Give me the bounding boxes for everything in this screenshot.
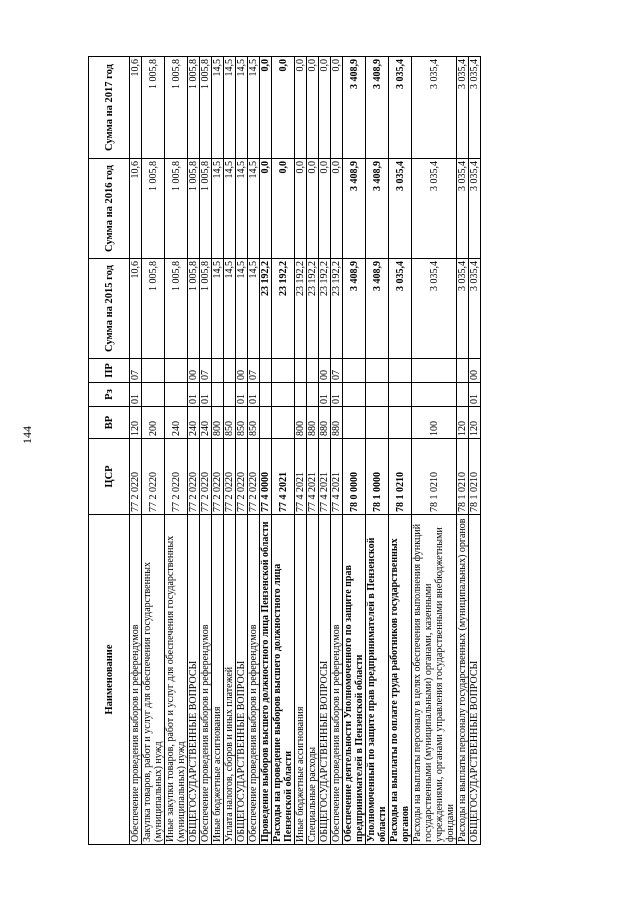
row-sum-2016: 0,0 — [295, 159, 307, 259]
row-rz — [307, 383, 319, 407]
row-rz: 01 — [236, 383, 248, 407]
row-name: ОБЩЕГОСУДАРСТВЕННЫЕ ВОПРОСЫ — [188, 515, 200, 845]
row-name: Иные бюджетные ассигнования — [212, 515, 224, 845]
row-name: Обеспечение проведения выборов и референдумов — [331, 515, 343, 845]
table-row — [295, 57, 307, 845]
row-pr — [389, 359, 412, 383]
row-vr: 800 — [295, 407, 307, 439]
row-vr: 100 — [412, 407, 457, 439]
row-sum-2015: 23 192,2 — [260, 259, 272, 359]
row-vr: 800 — [212, 407, 224, 439]
row-rz: 01 — [248, 383, 260, 407]
row-csr: 77 2 0220 — [165, 439, 188, 515]
row-sum-2017: 1 005,8 — [200, 57, 212, 159]
row-pr: 00 — [469, 359, 481, 383]
header-vr: ВР — [89, 407, 130, 439]
row-sum-2017: 3 408,9 — [366, 57, 389, 159]
row-sum-2015: 3 408,9 — [366, 259, 389, 359]
row-sum-2016: 14,5 — [236, 159, 248, 259]
row-name: ОБЩЕГОСУДАРСТВЕННЫЕ ВОПРОСЫ — [319, 515, 331, 845]
row-sum-2017: 0,0 — [272, 57, 295, 159]
row-sum-2015: 1 005,8 — [165, 259, 188, 359]
row-pr — [142, 359, 165, 383]
row-csr: 77 2 0220 — [236, 439, 248, 515]
row-sum-2015: 14,5 — [224, 259, 236, 359]
row-csr: 77 4 0000 — [260, 439, 272, 515]
row-name: Уплата налогов, сборов и иных платежей — [224, 515, 236, 845]
row-sum-2016: 0,0 — [319, 159, 331, 259]
row-sum-2015: 23 192,2 — [319, 259, 331, 359]
row-pr — [260, 359, 272, 383]
table-row — [272, 57, 295, 845]
row-sum-2016: 1 005,8 — [165, 159, 188, 259]
row-sum-2017: 3 035,4 — [469, 57, 481, 159]
row-rz — [165, 383, 188, 407]
row-sum-2016: 3 408,9 — [366, 159, 389, 259]
row-sum-2016: 0,0 — [307, 159, 319, 259]
row-sum-2016: 14,5 — [248, 159, 260, 259]
row-sum-2017: 0,0 — [307, 57, 319, 159]
header-name: Наименование — [89, 515, 130, 845]
row-csr: 77 2 0220 — [212, 439, 224, 515]
row-vr: 850 — [248, 407, 260, 439]
row-sum-2017: 3 408,9 — [343, 57, 366, 159]
row-sum-2016: 1 005,8 — [200, 159, 212, 259]
row-sum-2015: 14,5 — [236, 259, 248, 359]
row-rz: 01 — [331, 383, 343, 407]
row-name: Расходы на выплаты персоналу государственных (муниципальных) органов — [457, 515, 469, 845]
row-pr — [272, 359, 295, 383]
header-2016: Сумма на 2016 год — [89, 159, 130, 259]
row-csr: 77 2 0220 — [200, 439, 212, 515]
row-sum-2016: 10,6 — [130, 159, 142, 259]
row-pr — [412, 359, 457, 383]
row-vr — [389, 407, 412, 439]
header-pr: ПР — [89, 359, 130, 383]
row-rz — [272, 383, 295, 407]
row-name: Расходы на выплаты персоналу в целях обеспечения выполнения функций государственными (муниципальными) органами, казенными учреждениями, органами управления государственными внебюджетными фондами — [412, 515, 457, 845]
row-sum-2017: 14,5 — [212, 57, 224, 159]
row-sum-2017: 3 035,4 — [457, 57, 469, 159]
row-sum-2016: 14,5 — [224, 159, 236, 259]
row-csr: 78 1 0000 — [366, 439, 389, 515]
row-vr: 850 — [236, 407, 248, 439]
table-row — [343, 57, 366, 845]
row-rz — [457, 383, 469, 407]
row-pr — [165, 359, 188, 383]
row-sum-2015: 23 192,2 — [331, 259, 343, 359]
row-rz — [212, 383, 224, 407]
row-vr: 240 — [165, 407, 188, 439]
row-rz: 01 — [469, 383, 481, 407]
row-vr: 120 — [469, 407, 481, 439]
row-sum-2017: 0,0 — [319, 57, 331, 159]
row-name: ОБЩЕГОСУДАРСТВЕННЫЕ ВОПРОСЫ — [469, 515, 481, 845]
table-row — [200, 57, 212, 845]
row-sum-2015: 1 005,8 — [142, 259, 165, 359]
row-csr: 77 4 2021 — [331, 439, 343, 515]
row-name: Закупка товаров, работ и услуг для обеспечения государственных (муниципальных) нужд — [142, 515, 165, 845]
row-sum-2016: 0,0 — [331, 159, 343, 259]
row-name: Расходы на выплаты по оплате труда работников государственных органов — [389, 515, 412, 845]
row-name: Проведение выборов высшего должностного лица Пензенской области — [260, 515, 272, 845]
row-sum-2017: 3 035,4 — [412, 57, 457, 159]
row-vr: 200 — [142, 407, 165, 439]
row-csr: 78 1 0210 — [469, 439, 481, 515]
row-pr — [224, 359, 236, 383]
table-row — [389, 57, 412, 845]
row-rz: 01 — [130, 383, 142, 407]
row-csr: 78 0 0000 — [343, 439, 366, 515]
row-sum-2015: 1 005,8 — [188, 259, 200, 359]
row-pr — [212, 359, 224, 383]
row-csr: 78 1 0210 — [457, 439, 469, 515]
row-pr: 07 — [200, 359, 212, 383]
table-header-row — [89, 57, 130, 845]
table-row — [188, 57, 200, 845]
page-number: 144 — [20, 426, 34, 444]
header-2015: Сумма на 2015 год — [89, 259, 130, 359]
row-pr: 00 — [236, 359, 248, 383]
row-vr: 850 — [224, 407, 236, 439]
row-sum-2016: 3 035,4 — [457, 159, 469, 259]
row-pr — [366, 359, 389, 383]
row-pr — [295, 359, 307, 383]
table-row — [248, 57, 260, 845]
table-row — [142, 57, 165, 845]
row-sum-2017: 1 005,8 — [165, 57, 188, 159]
row-sum-2017: 14,5 — [236, 57, 248, 159]
row-name: Обеспечение проведения выборов и референдумов — [248, 515, 260, 845]
row-csr: 77 4 2021 — [319, 439, 331, 515]
row-pr: 07 — [130, 359, 142, 383]
row-vr: 240 — [200, 407, 212, 439]
row-rz: 01 — [319, 383, 331, 407]
row-sum-2017: 10,6 — [130, 57, 142, 159]
row-vr: 120 — [130, 407, 142, 439]
row-sum-2017: 3 035,4 — [389, 57, 412, 159]
row-rz — [366, 383, 389, 407]
row-sum-2017: 1 005,8 — [142, 57, 165, 159]
row-sum-2016: 14,5 — [212, 159, 224, 259]
table-row — [412, 57, 457, 845]
table-row — [366, 57, 389, 845]
row-csr: 77 2 0220 — [224, 439, 236, 515]
row-rz: 01 — [200, 383, 212, 407]
row-sum-2016: 0,0 — [272, 159, 295, 259]
row-sum-2016: 3 035,4 — [469, 159, 481, 259]
row-name: Обеспечение проведения выборов и референдумов — [130, 515, 142, 845]
table-row — [165, 57, 188, 845]
row-sum-2017: 0,0 — [331, 57, 343, 159]
table-row — [319, 57, 331, 845]
row-sum-2017: 14,5 — [224, 57, 236, 159]
row-sum-2016: 3 035,4 — [412, 159, 457, 259]
row-csr: 77 4 2021 — [295, 439, 307, 515]
row-pr — [457, 359, 469, 383]
table-row — [260, 57, 272, 845]
row-sum-2016: 1 005,8 — [142, 159, 165, 259]
table-row — [130, 57, 142, 845]
row-rz: 01 — [188, 383, 200, 407]
row-sum-2015: 3 035,4 — [412, 259, 457, 359]
table-row — [469, 57, 481, 845]
row-vr — [366, 407, 389, 439]
row-csr: 77 2 0220 — [130, 439, 142, 515]
row-csr: 77 4 2021 — [272, 439, 295, 515]
table-body — [130, 57, 481, 845]
row-sum-2015: 1 005,8 — [200, 259, 212, 359]
row-sum-2015: 3 035,4 — [469, 259, 481, 359]
row-rz — [260, 383, 272, 407]
row-pr: 07 — [248, 359, 260, 383]
row-rz — [343, 383, 366, 407]
row-pr — [343, 359, 366, 383]
row-sum-2015: 10,6 — [130, 259, 142, 359]
row-name: Иные закупки товаров, работ и услуг для обеспечения государственных (муниципальных) нужд — [165, 515, 188, 845]
row-sum-2016: 1 005,8 — [188, 159, 200, 259]
row-sum-2016: 0,0 — [260, 159, 272, 259]
table-row — [212, 57, 224, 845]
row-name: Обеспечение проведения выборов и референдумов — [200, 515, 212, 845]
row-vr — [343, 407, 366, 439]
row-pr: 00 — [188, 359, 200, 383]
row-sum-2015: 23 192,2 — [272, 259, 295, 359]
row-name: Специальные расходы — [307, 515, 319, 845]
row-rz — [412, 383, 457, 407]
row-vr: 240 — [188, 407, 200, 439]
budget-table — [88, 56, 481, 845]
row-sum-2015: 3 408,9 — [343, 259, 366, 359]
row-csr: 77 2 0220 — [248, 439, 260, 515]
table-row — [457, 57, 469, 845]
row-sum-2015: 3 035,4 — [457, 259, 469, 359]
table-row — [224, 57, 236, 845]
row-sum-2015: 14,5 — [248, 259, 260, 359]
row-sum-2016: 3 408,9 — [343, 159, 366, 259]
header-csr: ЦСР — [89, 439, 130, 515]
row-name: Расходы на проведение выборов высшего должностного лица Пензенской области — [272, 515, 295, 845]
row-sum-2015: 14,5 — [212, 259, 224, 359]
row-vr: 880 — [307, 407, 319, 439]
row-rz — [142, 383, 165, 407]
row-pr — [307, 359, 319, 383]
row-rz — [389, 383, 412, 407]
row-vr: 880 — [331, 407, 343, 439]
header-2017: Сумма на 2017 год — [89, 57, 130, 159]
table-row — [236, 57, 248, 845]
row-sum-2015: 3 035,4 — [389, 259, 412, 359]
row-csr: 77 2 0220 — [188, 439, 200, 515]
row-sum-2016: 3 035,4 — [389, 159, 412, 259]
row-vr: 120 — [457, 407, 469, 439]
row-name: Обеспечение деятельности Уполномоченного по защите прав предпринимателей в Пензенской области — [343, 515, 366, 845]
table-row — [307, 57, 319, 845]
rotated-page-content — [88, 57, 598, 845]
row-rz — [224, 383, 236, 407]
table-row — [331, 57, 343, 845]
row-sum-2017: 0,0 — [295, 57, 307, 159]
row-pr: 07 — [331, 359, 343, 383]
row-name: Иные бюджетные ассигнования — [295, 515, 307, 845]
row-vr — [272, 407, 295, 439]
row-sum-2017: 14,5 — [248, 57, 260, 159]
row-sum-2017: 1 005,8 — [188, 57, 200, 159]
row-sum-2015: 23 192,2 — [295, 259, 307, 359]
row-csr: 78 1 0210 — [389, 439, 412, 515]
row-name: Уполномоченный по защите прав предпринимателей в Пензенской области — [366, 515, 389, 845]
row-csr: 77 2 0220 — [142, 439, 165, 515]
row-pr: 00 — [319, 359, 331, 383]
row-sum-2017: 0,0 — [260, 57, 272, 159]
row-sum-2015: 23 192,2 — [307, 259, 319, 359]
row-name: ОБЩЕГОСУДАРСТВЕННЫЕ ВОПРОСЫ — [236, 515, 248, 845]
header-rz: Рз — [89, 383, 130, 407]
row-csr: 78 1 0210 — [412, 439, 457, 515]
row-csr: 77 4 2021 — [307, 439, 319, 515]
row-rz — [295, 383, 307, 407]
row-vr: 880 — [319, 407, 331, 439]
row-vr — [260, 407, 272, 439]
